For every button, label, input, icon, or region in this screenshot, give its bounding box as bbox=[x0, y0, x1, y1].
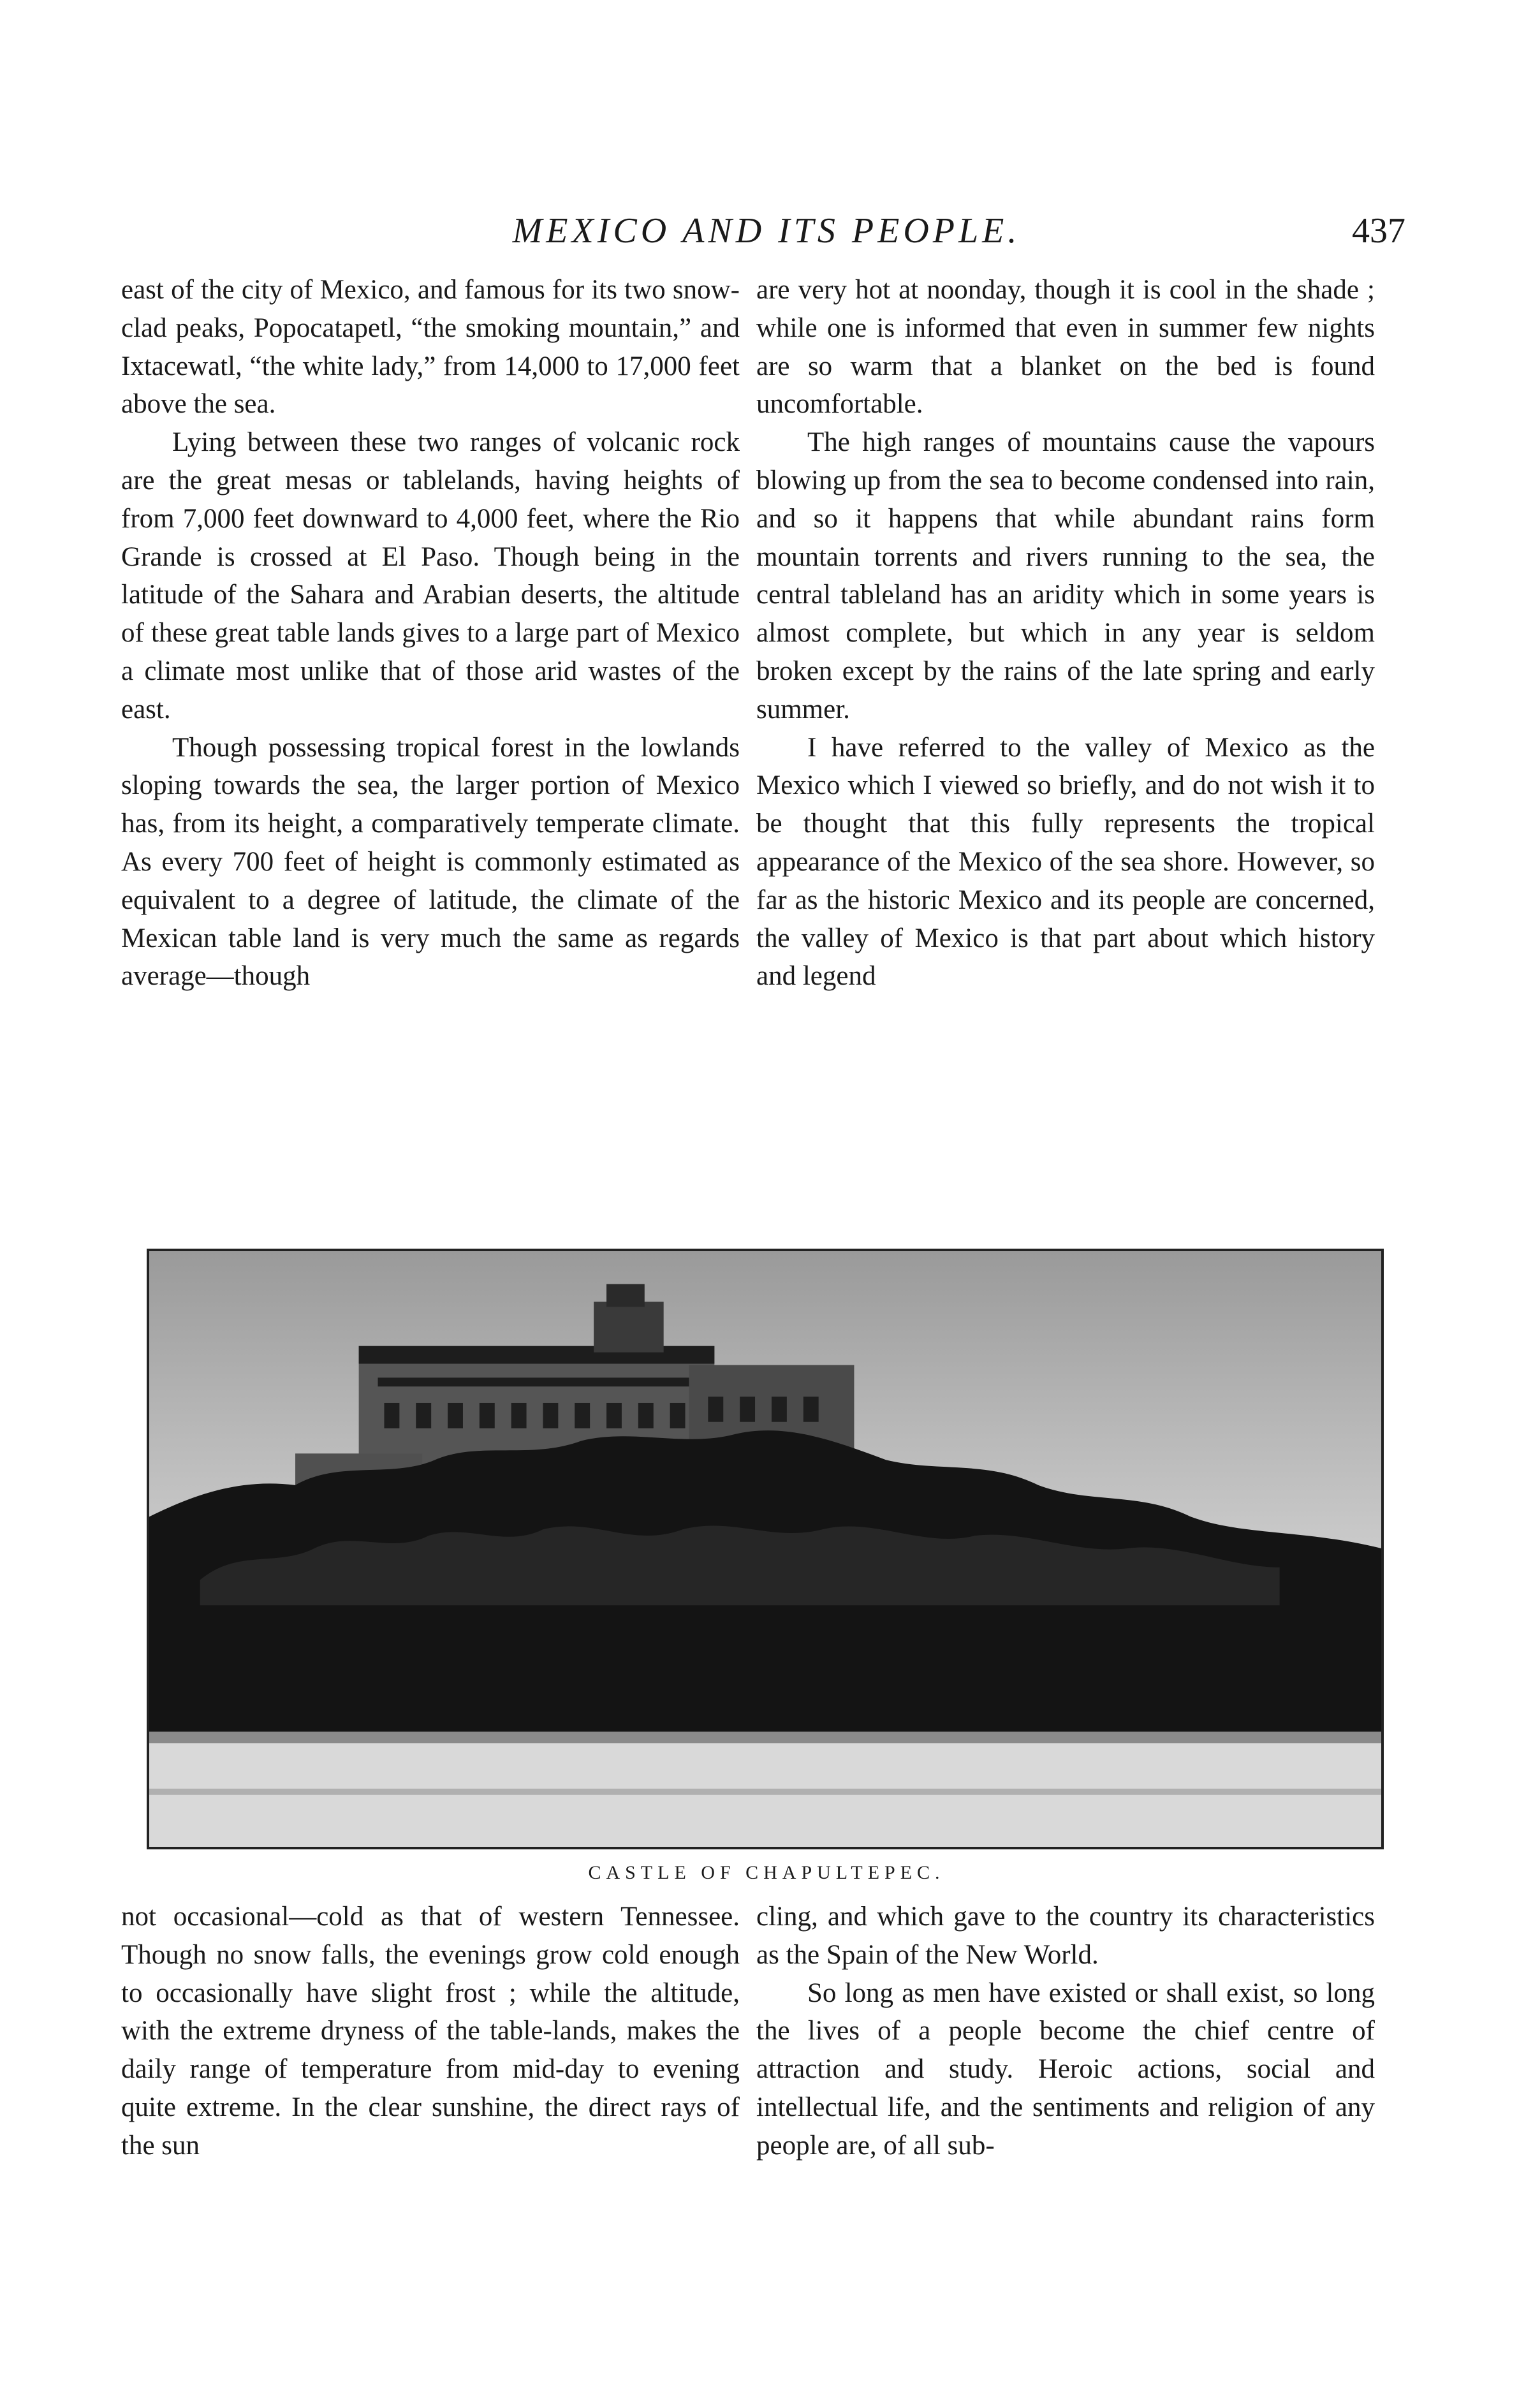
castle-illustration bbox=[149, 1251, 1381, 1847]
paragraph: Though possessing tropical forest in the lowlands sloping towards the sea, the larger portion of Mexico has, from its height, a comparatively temperate climate. As every 700 feet of height is commonly estimated as equivalent to a degree of latitude, the climate of the Mexican table land is very much the same as regards average—though bbox=[121, 732, 740, 992]
paragraph: cling, and which gave to the country its characteristics as the Spain of the New World. bbox=[756, 1902, 1375, 1970]
page-number: 437 bbox=[1352, 211, 1405, 251]
figure-caption: CASTLE OF CHAPULTEPEC. bbox=[588, 1862, 945, 1883]
castle-photograph bbox=[147, 1249, 1384, 1849]
column-top-left bbox=[121, 271, 740, 995]
paragraph: Lying between these two ranges of volcanic rock are the great mesas or tablelands, having heights of from 7,000 feet downward to 4,000 feet, where the Rio Grande is crossed at El Paso. Though being in the latitude of the Sahara and Arabian deserts, the altitude of these great table lands gives to a large part of Mexico a climate most unlike that of those arid wastes of the east. bbox=[121, 427, 740, 724]
paragraph: The high ranges of mountains cause the vapours blowing up from the sea to become condensed into rain, and so it happens that while abundant rains form mountain torrents and rivers running to the sea, the central tableland has an aridity which in some years is almost complete, but which in any year is seldom broken except by the rains of the late spring and early summer. bbox=[756, 427, 1375, 724]
running-title: MEXICO AND ITS PEOPLE. bbox=[512, 211, 1021, 251]
column-bottom-right bbox=[756, 1898, 1375, 2165]
paragraph: I have referred to the valley of Mexico as the Mexico which I viewed so briefly, and do not wish it to be thought that this fully represents the tropical appearance of the Mexico of the sea shore. However, so far as the historic Mexico and its people are concerned, the valley of Mexico is that part about which history and legend bbox=[756, 732, 1375, 992]
paragraph: So long as men have existed or shall exist, so long the lives of a people become the chief centre of attraction and study. Heroic actions, social and intellectual life, and the sentiments and religion of any people are, of all sub- bbox=[756, 1978, 1375, 2161]
column-top-right bbox=[756, 271, 1375, 995]
paragraph: are very hot at noonday, though it is cool in the shade ; while one is informed that even in summer few nights are so warm that a blanket on the bed is found uncomfortable. bbox=[756, 275, 1375, 420]
paragraph: east of the city of Mexico, and famous for its two snow-clad peaks, Popocatapetl, “the smoking mountain,” and Ixtacewatl, “the white lady,” from 14,000 to 17,000 feet above the sea. bbox=[121, 275, 740, 420]
paragraph: not occasional—cold as that of western Tennessee. Though no snow falls, the evenings grow cold enough to occasionally have slight frost ; while the altitude, with the extreme dryness of the table-lands, makes the daily range of temperature from mid-day to evening quite extreme. In the clear sunshine, the direct rays of the sun bbox=[121, 1902, 740, 2161]
running-head bbox=[121, 210, 1412, 261]
column-bottom-left bbox=[121, 1898, 740, 2165]
